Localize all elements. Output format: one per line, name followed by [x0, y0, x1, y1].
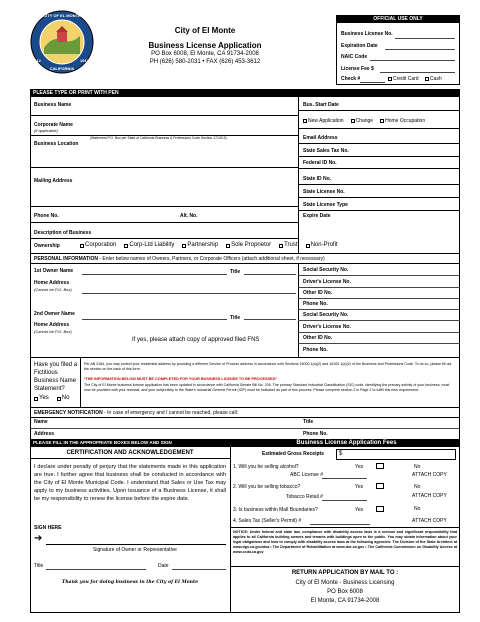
- return-line2: PO Box 6008: [327, 589, 363, 595]
- q1-no: No: [414, 464, 421, 470]
- official-use-title: OFFICIAL USE ONLY: [337, 16, 459, 23]
- fns-attach-note: If yes, please attach copy of approved filed FNS: [132, 337, 260, 343]
- home-occupation-label: Home Occupation: [385, 118, 426, 124]
- federal-id-label: Federal ID No.: [303, 160, 337, 166]
- form-title: Business License Application: [148, 41, 262, 50]
- q2-no: No: [414, 484, 421, 490]
- q3-yes-box[interactable]: [376, 506, 384, 512]
- q1-yes: Yes: [355, 464, 364, 470]
- official-fee: License Fee $: [341, 66, 374, 72]
- cert-title: CERTIFICATION AND ACKNOWLEDGEMENT: [66, 450, 194, 456]
- type-print-bar: PLEASE TYPE OR PRINT WITH PEN: [30, 89, 460, 97]
- emergency-address-label: Address: [34, 431, 55, 437]
- official-naic: NAIC Code: [341, 54, 368, 60]
- gross-dollar-sign: $: [339, 451, 343, 457]
- new-application-label: New Application: [308, 118, 344, 124]
- credit-card-label: Credit Card: [393, 76, 419, 82]
- return-title: RETURN APPLICATION BY MAIL TO :: [291, 570, 399, 576]
- q2-yes: Yes: [355, 484, 364, 490]
- seal-top-text: CITY OF EL MONTE: [43, 13, 81, 18]
- cash-label: Cash: [430, 76, 442, 82]
- q4-sales-tax: 4. Sales Tax (Seller's Permit) #: [233, 518, 302, 524]
- q2-attach: ATTACH COPY: [412, 493, 447, 499]
- business-location-label: Business Location: [34, 141, 79, 147]
- owner1-dl-label: Driver's License No.: [303, 279, 351, 285]
- q1-abc: ABC License #: [290, 472, 324, 478]
- emergency-heading: EMERGENCY NOTIFICATION - In case of emergency and I cannot be reached, please call:: [34, 410, 239, 416]
- fictitious-question: Have you filed a Fictitious Business Name Statement?: [34, 362, 78, 392]
- owner1-title-label: Title: [230, 269, 241, 275]
- cert-body: I declare under penalty of perjury that the statements made in this application are true. I further agree that business shall be conducted in accordance with the City of El Monte Municipal Code. I understand that Sales or Use Tax may apply to my business activities. Upon issuance of a Business License, it shall be my responsibility to renew the license before the expire date.: [34, 464, 226, 502]
- ownership-llc-label: Corp-Ltd Liability: [129, 242, 175, 248]
- gross-receipts-label: Estimated Gross Receipts: [262, 451, 324, 457]
- q2-tobacco: 2. Will you be selling tobacco?: [233, 484, 301, 490]
- q3-mall: 3. Is business within Mall Boundaries?: [233, 507, 318, 513]
- header-address: PO Box 6008, El Monte, CA 91734-2008: [151, 51, 259, 57]
- gross-receipts-input[interactable]: [336, 449, 456, 460]
- ownership-options: [80, 242, 338, 249]
- location-note: (Statement P.O. Box per State of California Business & Professions Code Section 17100.5): [90, 136, 227, 140]
- q3-no: No: [414, 506, 421, 512]
- return-line1: City of El Monte - Business Licensing: [295, 580, 395, 586]
- owner1-cannot-po: (Cannot be P.O. Box): [34, 287, 72, 292]
- ownership-sole-label: Sole Proprietor: [231, 242, 272, 248]
- q1-attach: ATTACH COPY: [412, 472, 447, 478]
- info-required-title: *THE INFORMATION BELOW MUST BE COMPLETED FOR YOUR BUSINESS LICENSE TO BE PROCESSED*: [84, 377, 277, 381]
- owner1-ssn-label: Social Security No.: [303, 267, 349, 273]
- q2-yes-box[interactable]: [376, 483, 384, 489]
- owner1-name-label: 1st Owner Name: [34, 268, 74, 274]
- personal-info-heading: PERSONAL INFORMATION - Enter below names of Owners, Partners, or Corporate Officers (attach additional sheet, if necessary): [34, 256, 325, 262]
- owner2-phone-label: Phone No.: [303, 347, 328, 353]
- return-line3: El Monte, CA 91734-2008: [310, 598, 380, 604]
- ownership-corporation-label: Corporation: [85, 242, 117, 248]
- q1-yes-box[interactable]: [376, 463, 384, 469]
- q1-alcohol: 1. Will you be selling alcohol?: [233, 464, 299, 470]
- alt-no-label: Alt. No.: [180, 213, 198, 219]
- sign-here-label: SIGN HERE: [34, 525, 62, 531]
- email-label: Email Address: [303, 135, 338, 141]
- ownership-nonprofit-label: Non-Profit: [310, 242, 338, 248]
- credit-card-checkbox[interactable]: [388, 77, 392, 81]
- ownership-label: Ownership: [34, 243, 60, 249]
- emergency-phone-label: Phone No.: [303, 431, 328, 437]
- header-phone: PH (626) 580-2031 • FAX (626) 453-3612: [149, 59, 261, 65]
- expire-date-label: Expire Date: [303, 213, 331, 219]
- seal-year-right: 1912: [80, 58, 89, 63]
- official-check: Check #: [341, 76, 361, 82]
- owner2-dl-label: Driver's License No.: [303, 324, 351, 330]
- owner2-other-id-label: Other ID No.: [303, 335, 333, 341]
- cert-title-label: Title: [34, 563, 44, 569]
- emergency-name-label: Name: [34, 419, 48, 425]
- sb205-note: The City of El Monte business license application has been updated in accordance with California Senate Bill No. 205. The primary Standard Industrial Classification (SIC) code, identifying the primary activity of your business, must now be provided with your renewal, and your subjectivity to the State's Industrial General Permit (IGP) must be indicated as part of this process. Please complete section 2 in Page 2 to fulfill this new requirement.: [84, 383, 450, 392]
- owner2-title-label: Title: [230, 315, 241, 321]
- owner2-name-label: 2nd Owner Name: [34, 311, 75, 317]
- official-license-no: Business License No.: [341, 31, 393, 37]
- owner1-phone-label: Phone No.: [303, 301, 328, 307]
- q2-tobacco-retail: Tobacco Retail #: [286, 494, 323, 500]
- home-occupation-checkbox[interactable]: [380, 119, 384, 123]
- corporate-name-label: Corporate Name: [34, 122, 73, 128]
- emergency-title-label: Title: [303, 419, 314, 425]
- ownership-corporation-checkbox[interactable]: [80, 244, 84, 248]
- thank-you-note: Thank you for doing business in the City of El Monte: [61, 580, 199, 585]
- state-license-type-label: State License Type: [303, 202, 348, 208]
- fees-bar: Business License Application Fees: [230, 439, 460, 447]
- sign-arrow-icon: ➔: [34, 533, 43, 544]
- cash-checkbox[interactable]: [425, 77, 429, 81]
- official-use-box: [336, 15, 460, 85]
- q4-attach: ATTACH COPY: [412, 518, 447, 524]
- owner1-home-address-label: Home Address: [34, 280, 70, 286]
- if-applicable-note: (if applicable): [34, 128, 58, 133]
- ownership-nonprofit-checkbox[interactable]: [306, 244, 310, 248]
- new-application-checkbox[interactable]: [303, 119, 307, 123]
- seal-year-left: 1912: [32, 58, 41, 63]
- official-expiration: Expiration Date: [341, 43, 378, 49]
- state-sales-tax-label: State Sales Tax No.: [303, 148, 349, 154]
- ab2184-note: Per AB 2184, you may protect your residential address by providing a different Service of Process address in accordance with Sections 16000.1(a)(2) and 16100.1(a)(2) of the Business and Professions Code. To do so, please fill out the section on the back of this form.: [84, 362, 452, 371]
- state-id-label: State ID No.: [303, 176, 332, 182]
- ownership-llc-checkbox[interactable]: [124, 244, 128, 248]
- cert-date-label: Date: [158, 563, 169, 569]
- ownership-sole-checkbox[interactable]: [226, 244, 230, 248]
- fill-in-bar: PLEASE FILL IN THE APPROPRIATE BOXES BELOW AND SIGN: [30, 439, 230, 447]
- bus-start-label: Bus. Start Date: [303, 102, 339, 108]
- phone-no-label: Phone No.: [34, 213, 59, 219]
- ownership-trust-label: Trust: [284, 242, 298, 248]
- fictitious-no-label: No: [61, 395, 70, 401]
- fictitious-yes-label: Yes: [39, 395, 49, 401]
- state-license-label: State License No.: [303, 189, 345, 195]
- seal-bottom-text: CALIFORNIA: [49, 66, 75, 71]
- fictitious-no-checkbox[interactable]: [57, 397, 61, 401]
- owner2-home-address-label: Home Address: [34, 322, 70, 328]
- description-label: Description of Business: [34, 230, 92, 236]
- mailing-address-label: Mailing Address: [34, 178, 73, 184]
- ownership-trust-checkbox[interactable]: [279, 244, 283, 248]
- city-seal: [30, 10, 94, 74]
- city-name: City of El Monte: [174, 26, 236, 35]
- owner2-ssn-label: Social Security No.: [303, 312, 349, 318]
- owner1-other-id-label: Other ID No.: [303, 290, 333, 296]
- change-label: Change: [355, 118, 374, 124]
- ownership-partnership-label: Partnership: [187, 242, 219, 248]
- q3-yes: Yes: [355, 507, 364, 513]
- change-checkbox[interactable]: [351, 119, 355, 123]
- owner2-cannot-po: (Cannot be P.O. Box): [34, 329, 72, 334]
- signature-label: Signature of Owner or Representative: [93, 547, 177, 553]
- business-name-label: Business Name: [34, 102, 72, 108]
- disability-notice: NOTICE: Under federal and state law, compliance with disability access laws is a serious and significant responsibility that applies to all California building owners and tenants with buildings open to the public. You may obtain information about your legal obligations and how to comply with disability access laws at the following agencies: The Division of the State Architect at www.dgs.ca.gov/dsa • The Department of Rehabilitation at www.dor.ca.gov • The California Commission on Disability Access at www.ccda.ca.gov: [233, 530, 457, 554]
- ownership-partnership-checkbox[interactable]: [182, 244, 186, 248]
- fictitious-yes-checkbox[interactable]: [34, 397, 38, 401]
